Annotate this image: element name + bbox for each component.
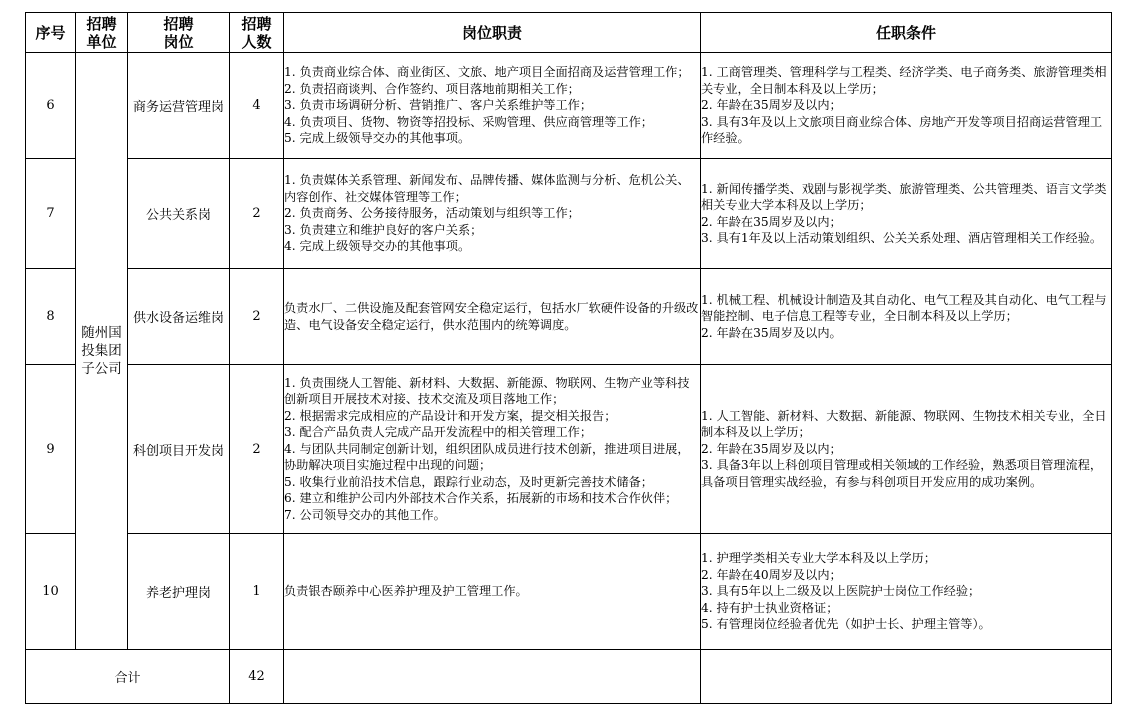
unit-cell: 随州国投集团子公司 bbox=[76, 53, 128, 650]
text-line: 2. 年龄在35周岁及以内。 bbox=[701, 325, 842, 340]
row-post: 公共关系岗 bbox=[128, 159, 230, 269]
text-line: 2. 根据需求完成相应的产品设计和开发方案，提交相关报告； bbox=[284, 408, 617, 423]
row-count: 2 bbox=[230, 365, 284, 534]
row-duties bbox=[284, 159, 701, 269]
row-duties bbox=[284, 365, 701, 534]
table-row bbox=[26, 159, 1112, 269]
row-post: 科创项目开发岗 bbox=[128, 365, 230, 534]
text-line: 3. 具有3年及以上文旅项目商业综合体、房地产开发等项目招商运营管理工作经验。 bbox=[701, 114, 1103, 146]
text-line: 7. 公司领导交办的其他工作。 bbox=[284, 507, 446, 522]
text-line: 3. 配合产品负责人完成产品开发流程中的相关管理工作； bbox=[284, 425, 593, 440]
row-requirements bbox=[701, 365, 1112, 534]
row-seq: 6 bbox=[26, 53, 76, 159]
header-duties: 岗位职责 bbox=[284, 13, 701, 53]
text-line: 3. 具有1年及以上活动策划组织、公关关系处理、酒店管理相关工作经验。 bbox=[701, 231, 1103, 245]
row-count: 1 bbox=[230, 534, 284, 650]
text-line: 2. 年龄在35周岁及以内； bbox=[701, 441, 842, 456]
row-duties bbox=[284, 534, 701, 650]
row-duties bbox=[284, 53, 701, 159]
row-requirements bbox=[701, 53, 1112, 159]
text-line: 4. 与团队共同制定创新计划，组织团队成员进行技术创新，推进项目进展，协助解决项目实施过程中出现的问题； bbox=[284, 441, 690, 473]
text-line: 1. 机械工程、机械设计制造及其自动化、电气工程及其自动化、电气工程与智能控制、电子信息工程等专业，全日制本科及以上学历； bbox=[701, 292, 1107, 324]
header-seq: 序号 bbox=[26, 13, 76, 53]
text-line: 3. 负责市场调研分析、营销推广、客户关系维护等工作； bbox=[284, 98, 593, 113]
text-line: 5. 收集行业前沿技术信息，跟踪行业动态，及时更新完善技术储备； bbox=[284, 474, 653, 489]
text-line: 3. 具有5年以上二级及以上医院护士岗位工作经验； bbox=[701, 584, 981, 599]
text-line: 4. 完成上级领导交办的其他事项。 bbox=[284, 239, 471, 254]
text-line: 1. 护理学类相关专业大学本科及以上学历； bbox=[701, 551, 936, 566]
text-line: 1. 负责围绕人工智能、新材料、大数据、新能源、物联网、生物产业等科技创新项目开展技术对接、技术交流及项目落地工作； bbox=[284, 375, 690, 407]
total-row bbox=[26, 650, 1112, 704]
row-seq: 10 bbox=[26, 534, 76, 650]
total-label: 合计 bbox=[26, 650, 230, 704]
row-post: 供水设备运维岗 bbox=[128, 269, 230, 365]
row-post: 养老护理岗 bbox=[128, 534, 230, 650]
row-requirements bbox=[701, 534, 1112, 650]
row-seq: 9 bbox=[26, 365, 76, 534]
total-count: 42 bbox=[230, 650, 284, 704]
row-requirements bbox=[701, 159, 1112, 269]
total-requirements-empty bbox=[701, 650, 1112, 704]
text-line: 2. 负责商务、公务接待服务，活动策划与组织等工作； bbox=[284, 206, 580, 221]
table-row bbox=[26, 534, 1112, 650]
text-line: 1. 新闻传播学类、戏剧与影视学类、旅游管理类、公共管理类、语言文学类相关专业大学本科及以上学历； bbox=[701, 181, 1107, 212]
text-line: 4. 持有护士执业资格证； bbox=[701, 600, 839, 615]
text-line: 2. 年龄在40周岁及以内； bbox=[701, 567, 842, 582]
text-line: 3. 具备3年以上科创项目管理或相关领域的工作经验，熟悉项目管理流程，具备项目管理实战经验，有参与科创项目开发应用的成功案例。 bbox=[701, 458, 1103, 489]
row-count: 2 bbox=[230, 159, 284, 269]
row-requirements bbox=[701, 269, 1112, 365]
header-requirements: 任职条件 bbox=[701, 13, 1112, 53]
text-line: 2. 负责招商谈判、合作签约、项目落地前期相关工作； bbox=[284, 81, 580, 96]
recruitment-table bbox=[25, 12, 1112, 704]
table-row bbox=[26, 269, 1112, 365]
text-line: 负责水厂、二供设施及配套管网安全稳定运行，包括水厂软硬件设备的升级改造、电气设备安全稳定运行，供水范围内的统筹调度。 bbox=[284, 301, 699, 332]
row-seq: 7 bbox=[26, 159, 76, 269]
text-line: 3. 负责建立和维护良好的客户关系； bbox=[284, 222, 483, 237]
text-line: 1. 工商管理类、管理科学与工程类、经济学类、电子商务类、旅游管理类相关专业，全日制本科及以上学历； bbox=[701, 65, 1107, 96]
row-post: 商务运营管理岗 bbox=[128, 53, 230, 159]
text-line: 负责银杏颐养中心医养护理及护工管理工作。 bbox=[284, 584, 528, 599]
text-line: 1. 负责媒体关系管理、新闻发布、品牌传播、媒体监测与分析、危机公关、内容创作、社交媒体管理等工作； bbox=[284, 173, 690, 204]
text-line: 1. 人工智能、新材料、大数据、新能源、物联网、生物技术相关专业，全日制本科及以上学历； bbox=[701, 408, 1107, 440]
row-count: 4 bbox=[230, 53, 284, 159]
text-line: 4. 负责项目、货物、物资等招投标、采购管理、供应商管理等工作； bbox=[284, 114, 653, 129]
row-count: 2 bbox=[230, 269, 284, 365]
row-seq: 8 bbox=[26, 269, 76, 365]
header-row bbox=[26, 13, 1112, 53]
table-row bbox=[26, 53, 1112, 159]
text-line: 5. 有管理岗位经验者优先（如护士长、护理主管等）。 bbox=[701, 617, 991, 632]
text-line: 6. 建立和维护公司内外部技术合作关系，拓展新的市场和技术合作伙伴； bbox=[284, 491, 678, 506]
header-unit: 招聘单位 bbox=[76, 13, 128, 53]
text-line: 5. 完成上级领导交办的其他事项。 bbox=[284, 131, 471, 146]
header-post: 招聘岗位 bbox=[128, 13, 230, 53]
table-row bbox=[26, 365, 1112, 534]
total-duties-empty bbox=[284, 650, 701, 704]
header-count: 招聘人数 bbox=[230, 13, 284, 53]
text-line: 2. 年龄在35周岁及以内； bbox=[701, 98, 842, 113]
text-line: 1. 负责商业综合体、商业街区、文旅、地产项目全面招商及运营管理工作； bbox=[284, 65, 690, 80]
text-line: 2. 年龄在35周岁及以内； bbox=[701, 214, 842, 229]
row-duties bbox=[284, 269, 701, 365]
